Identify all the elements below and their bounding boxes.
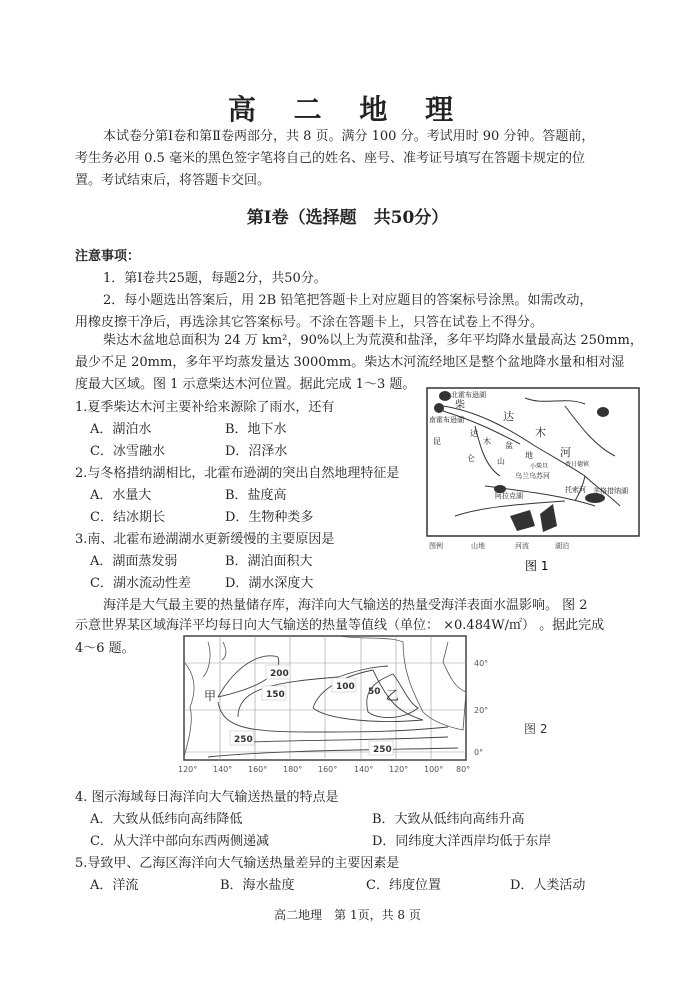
option: B．大致从低纬向高纬升高: [372, 812, 525, 827]
map-label: 阿拉克湖: [495, 492, 523, 500]
lon-label: 140°: [213, 765, 233, 774]
legend-label: 湖泊: [555, 542, 569, 550]
notice-title: 注意事项：: [75, 249, 141, 264]
option: C．纬度位置: [366, 878, 441, 893]
figure-2-map: [178, 632, 578, 777]
page-title: 高 二 地 理: [227, 93, 468, 126]
question-stem: 2.与冬格措纳湖相比，北霍布逊湖的突出自然地理特征是: [75, 466, 400, 481]
map-label: 仑: [467, 454, 475, 463]
intro-line: 本试卷分第Ⅰ卷和第Ⅱ卷两部分，共 8 页。满分 100 分。考试用时 90 分钟。答题前，: [103, 129, 595, 144]
map-label: 山: [497, 457, 505, 466]
legend-label: 图例: [429, 542, 443, 550]
passage-line: 4～6 题。: [75, 641, 135, 656]
passage-line: 度最大区域。图 1 示意柴达木河位置。据此完成 1～3 题。: [75, 377, 416, 392]
question-stem: 3.南、北霍布逊湖湖水更新缓慢的主要原因是: [75, 532, 335, 547]
option: B．海水盐度: [220, 878, 295, 893]
isoline-label: 150: [266, 690, 285, 700]
map-label: 冬格措纳湖: [593, 487, 628, 495]
legend-label: 山地: [471, 542, 485, 550]
lat-label: 40°: [474, 659, 489, 668]
passage-line: 示意世界某区域海洋平均每日向大气输送的热量等值线（单位： ×0.484W/㎡） 。据此完成: [75, 618, 605, 633]
option: D．生物种类多: [225, 510, 314, 525]
section-title: 第Ⅰ卷（选择题 共50分）: [246, 208, 449, 228]
option: C．从大洋中部向东西两侧递减: [90, 834, 269, 849]
map-label: 盆: [505, 441, 513, 450]
map-label: 河: [560, 446, 571, 459]
figure-caption: 图 2: [524, 722, 548, 736]
lon-label: 160°: [318, 765, 338, 774]
map-label: 乌兰乌苏河: [515, 472, 550, 480]
region-label-yi: 乙: [386, 689, 400, 704]
option: C．结冰期长: [90, 510, 165, 525]
map-label: 达: [470, 429, 478, 438]
passage-line: 海洋是大气最主要的热量储存库，海洋向大气输送的热量受海洋表面水温影响。 图 2: [103, 598, 588, 613]
question-stem: 5.导致甲、乙海区海洋向大气输送热量差异的主要因素是: [75, 856, 400, 871]
intro-line: 置。考试结束后，将答题卡交回。: [75, 173, 271, 188]
option: A．湖面蒸发弱: [90, 554, 178, 569]
map-label: 木: [535, 426, 546, 439]
lon-label: 180°: [283, 765, 303, 774]
lon-label: 120°: [389, 765, 409, 774]
option: C．湖水流动性差: [90, 576, 191, 591]
lon-label: 80°: [456, 765, 471, 774]
question-stem: 4. 图示海域每日海洋向大气输送热量的特点是: [75, 790, 339, 805]
map-label: 柴: [455, 400, 465, 411]
option: D．湖水深度大: [225, 576, 314, 591]
map-label: 达: [503, 410, 514, 423]
lon-label: 100°: [424, 765, 444, 774]
passage-line: 柴达木盆地总面积为 24 万 km²，90%以上为荒漠和盐泽，多年平均降水量最高达 250mm，: [103, 333, 643, 348]
isoline-label: 200: [270, 669, 289, 679]
lon-label: 120°: [178, 765, 198, 774]
option: A．大致从低纬向高纬降低: [90, 812, 243, 827]
page-footer: 高二地理 第 1页，共 8 页: [274, 908, 421, 922]
lon-label: 140°: [354, 765, 374, 774]
option: D．同纬度大洋西岸均低于东岸: [372, 834, 552, 849]
option: B．湖泊面积大: [225, 554, 313, 569]
passage-line: 最少不足 20mm，多年平均蒸发量达 3000mm。柴达木河流经地区是整个盆地降水量和相对湿: [75, 355, 625, 370]
isoline-label: 250: [373, 745, 392, 755]
map-label: 木: [483, 437, 491, 446]
map-label: 昆: [433, 437, 441, 446]
map-label: 地: [525, 451, 533, 460]
isoline-label: 250: [234, 735, 253, 745]
option: D．沼泽水: [225, 444, 288, 459]
legend-label: 河流: [515, 542, 529, 550]
option: B．地下水: [225, 422, 287, 437]
option: A．洋流: [90, 878, 139, 893]
option: C．冰雪融水: [90, 444, 165, 459]
map-label: 南霍布逊湖: [429, 416, 464, 424]
intro-line: 考生务必用 0.5 毫米的黑色签字笔将自己的姓名、座号、准考证号填写在答题卡规定的位: [75, 151, 585, 166]
option: A．水量大: [90, 488, 152, 503]
isoline-label: 100: [336, 682, 355, 692]
lat-label: 0°: [474, 748, 484, 757]
lon-label: 160°: [248, 765, 268, 774]
option: A．湖泊水: [90, 422, 152, 437]
option: D．人类活动: [510, 878, 586, 893]
question-stem: 1.夏季柴达木河主要补给来源除了雨水，还有: [75, 400, 335, 415]
figure-1-map: [425, 386, 645, 576]
notice-line: 用橡皮擦干净后，再选涂其它答案标号。不涂在答题卡上，只答在试卷上不得分。: [75, 315, 544, 330]
map-label: 托索河: [565, 486, 586, 494]
notice-line: 1．第Ⅰ卷共25题，每题2分，共50分。: [103, 271, 327, 286]
map-label: 小柴旦: [530, 463, 549, 470]
lat-label: 20°: [474, 706, 489, 715]
figure-caption: 图 1: [525, 559, 549, 573]
map-label: 香日德镇: [565, 461, 590, 468]
map-label: 北霍布逊湖: [451, 391, 486, 399]
notice-line: 2．每小题选出答案后，用 2B 铅笔把答题卡上对应题目的答案标号涂黑。如需改动，: [103, 293, 593, 308]
region-label-jia: 甲: [204, 689, 217, 703]
option: B．盐度高: [225, 488, 287, 503]
isoline-label: 50: [368, 687, 381, 697]
